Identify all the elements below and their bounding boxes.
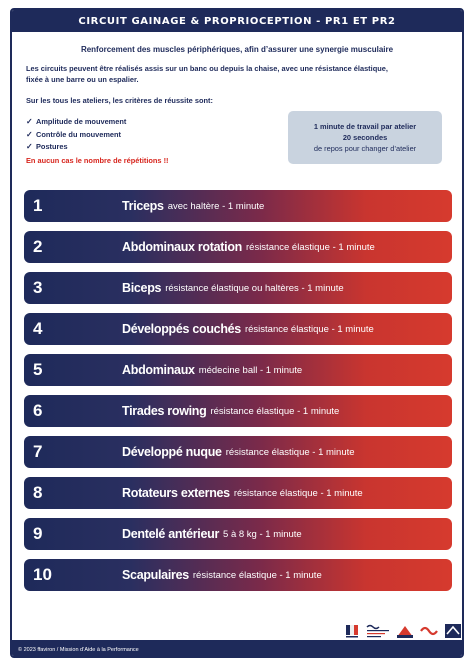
exercise-row [24,559,452,591]
criteria-item [26,116,286,129]
exercise-row [24,436,452,468]
exercise-number: 6 [33,401,43,420]
cnr-logo [419,623,439,639]
exercise-label [122,559,322,591]
check-icon: ✓ [26,129,33,139]
exercise-label [122,313,374,345]
exercise-label [122,395,339,427]
exercise-label [122,477,363,509]
exercise-number: 3 [33,278,43,297]
exercise-label [122,518,302,550]
exercise-row [24,313,452,345]
criteria-title: Sur les tous les ateliers, les critères de réussite sont: [26,96,213,105]
exercise-number: 7 [33,442,43,461]
criteria-item [26,129,286,142]
rest-description: de repos pour changer d’atelier [313,144,417,153]
exercise-label [122,436,355,468]
subtitle: Renforcement des muscles périphériques, afin d’assurer une synergie musculaire [80,45,394,54]
exercise-name: Développé nuque [122,445,222,459]
exercise-name: Scapulaires [122,568,189,582]
exercise-number: 9 [33,524,43,543]
exercise-label [122,354,302,386]
exercise-name: Abdominaux [122,363,195,377]
criteria-item [26,141,286,154]
exercise-detail: résistance élastique - 1 minute [225,446,355,458]
exercise-number: 2 [33,237,43,256]
exercise-label [122,272,344,304]
exercise-detail: avec haltère - 1 minute [167,200,265,212]
intro-text [26,64,446,85]
exercise-row [24,231,452,263]
exercise-label [122,231,375,263]
partner-logos [344,622,462,640]
exercise-number: 8 [33,483,43,502]
poster-frame [10,8,464,658]
check-icon: ✓ [26,117,33,126]
exercise-row [24,477,452,509]
agence-nationale-du-sport-logo [365,623,391,639]
exercise-row [24,395,452,427]
exercise-name: Tirades rowing [122,404,207,418]
exercise-detail: résistance élastique - 1 minute [192,569,322,581]
exercise-detail: résistance élastique - 1 minute [233,487,363,499]
exercise-row [24,518,452,550]
exercise-number: 5 [33,360,43,379]
criteria-label: Contrôle du mouvement [36,129,121,139]
intro-line: Les circuits peuvent être réalisés assis sur un banc ou depuis la chaise, avec une résistance élastique, [26,64,388,73]
republique-francaise-logo [344,623,360,639]
exercise-detail: médecine ball - 1 minute [198,364,303,376]
insep-logo [396,623,414,639]
exercise-row [24,272,452,304]
criteria-list [26,116,286,154]
exercise-name: Rotateurs externes [122,486,230,500]
exercise-detail: résistance élastique - 1 minute [246,241,375,253]
page-title: CIRCUIT GAINAGE & PROPRIOCEPTION - PR1 ET PR2 [12,10,462,32]
warning-text: En aucun cas le nombre de répétitions !! [26,156,169,165]
mizuno-logo [444,623,462,639]
exercise-name: Développés couchés [122,322,241,336]
exercise-detail: résistance élastique - 1 minute [244,323,374,335]
criteria-label: Amplitude de mouvement [36,117,127,126]
exercise-detail: résistance élastique ou haltères - 1 minute [165,282,344,294]
footer-copyright: © 2023 ffaviron / Mission d’Aide à la Performance [12,640,462,658]
exercise-number: 4 [33,319,43,338]
exercise-name: Biceps [122,281,162,295]
exercise-row [24,190,452,222]
exercise-number: 10 [33,565,52,584]
work-duration: 1 minute de travail par atelier [313,122,417,131]
exercise-number: 1 [33,196,43,215]
exercise-name: Triceps [122,199,164,213]
exercise-detail: 5 à 8 kg - 1 minute [223,528,302,540]
timing-info-box [288,111,442,164]
exercise-name: Abdominaux rotation [122,240,242,254]
rest-duration: 20 secondes [342,133,388,142]
intro-line: fixée à une barre ou un espalier. [26,74,139,84]
exercise-name: Dentelé antérieur [122,527,220,541]
exercise-label [122,190,264,222]
exercise-detail: résistance élastique - 1 minute [210,405,340,417]
criteria-label: Postures [36,142,68,151]
check-icon: ✓ [26,142,33,151]
exercise-row [24,354,452,386]
